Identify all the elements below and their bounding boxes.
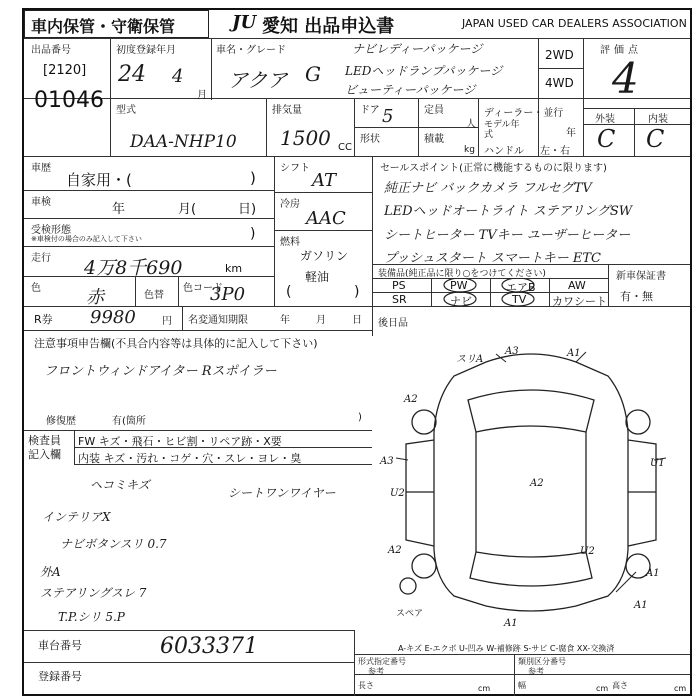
model-year-label: モデル年式 xyxy=(484,120,520,140)
car-name-label: 車名・グレード xyxy=(216,45,286,56)
footer-mid xyxy=(354,674,690,675)
inspector-row2: 内装 キズ・汚れ・コゲ・穴・スレ・ヨレ・臭 xyxy=(78,452,302,465)
warranty-options: 有・無 xyxy=(620,290,653,303)
type-spec-ref: 参考 xyxy=(368,667,384,676)
color-label: 色 xyxy=(31,283,41,294)
handle-label: ハンドル xyxy=(484,146,524,157)
shape-label: 形状 xyxy=(360,134,380,145)
diag-label-3: A1 xyxy=(567,348,581,359)
inspector-note-3: インテリアX xyxy=(42,510,111,524)
notes-label: 注意事項申告欄(不具合内容等は具体的に記入して下さい) xyxy=(34,337,318,350)
type-spec-label: 形式指定番号 xyxy=(358,657,406,666)
inspector-note-1: ヘコミキズ xyxy=(90,478,150,492)
shift-value: AT xyxy=(312,170,337,191)
recycle-label: R券 xyxy=(34,313,53,326)
lot-number: 01046 xyxy=(34,88,104,113)
inspector-row1: FW キズ・飛石・ヒビ割・リペア跡・X要 xyxy=(78,435,282,448)
door-value: 5 xyxy=(382,106,394,127)
v9 xyxy=(274,156,275,306)
displacement-unit: CC xyxy=(338,142,352,153)
height-unit: cm xyxy=(674,684,687,693)
category-ref: 参考 xyxy=(528,667,544,676)
category-label: 類別区分番号 xyxy=(518,657,566,666)
row2-mid xyxy=(354,127,478,128)
wheel-rl xyxy=(412,554,436,578)
diag-label-2: A3 xyxy=(505,346,519,357)
circle-navi xyxy=(444,292,476,306)
org-title: 愛知 出品申込書 xyxy=(262,16,395,37)
auction-code: [2120] xyxy=(43,63,87,78)
info-2 xyxy=(24,218,274,219)
diag-label-8: U2 xyxy=(390,488,405,499)
warranty-label: 新車保証書 xyxy=(616,271,666,282)
diag-label-4: A2 xyxy=(404,394,418,405)
inspector-note-4: ナビボタンスリ 0.7 xyxy=(60,537,167,551)
inspection-label: 車検 xyxy=(31,197,51,208)
row1-bottom xyxy=(24,98,690,99)
v5 xyxy=(266,98,267,156)
displacement-value: 1500 xyxy=(280,126,331,150)
displacement-label: 排気量 xyxy=(272,105,302,116)
footer-div xyxy=(514,654,515,696)
equip-ps: PS xyxy=(392,279,406,292)
wheel-fl xyxy=(412,410,436,434)
ju-logo: JU xyxy=(232,12,257,33)
exterior-label: 外装 xyxy=(595,114,615,125)
diag-label-5: U1 xyxy=(650,458,665,469)
length-unit: cm xyxy=(478,684,491,693)
score-label: 評価点 xyxy=(600,45,642,56)
mileage-value: 4万8千690 xyxy=(84,257,183,279)
mileage-label: 走行 xyxy=(31,253,51,264)
storage-title: 車内保管・守衛保管 xyxy=(31,17,176,36)
chassis-div xyxy=(354,630,355,696)
diag-label-10: U2 xyxy=(580,546,595,557)
package-line-1: ナビレディーパッケージ xyxy=(352,42,483,56)
diag-label-11: A1 xyxy=(646,568,660,579)
diag-label-1: スリA xyxy=(456,354,484,365)
equip-top xyxy=(372,264,690,265)
registration-year: 24 xyxy=(118,62,146,87)
info-1 xyxy=(24,190,274,191)
model-label: 型式 xyxy=(116,105,136,116)
fuel-label: 燃料 xyxy=(280,237,300,248)
circle-tv xyxy=(502,292,534,306)
damage-legend: A-キズ E-エクボ U-凹み W-補修跡 S-サビ C-腐食 XX-交換済 xyxy=(398,644,615,653)
post-repair-label: 後日品 xyxy=(378,318,408,329)
inspection-day: 日) xyxy=(238,202,257,217)
registration-label: 初度登録年月 xyxy=(116,45,176,56)
sales-point-4: プッシュスタート スマートキー ETC xyxy=(384,251,601,266)
footer-top xyxy=(354,654,690,655)
row2-bottom xyxy=(24,156,690,157)
diag-label-7: A2 xyxy=(530,478,544,489)
dealer-label: ディーラー・並行 xyxy=(484,108,564,119)
org-english: JAPAN USED CAR DEALERS ASSOCIATION xyxy=(462,17,687,30)
repair-value: 有(箇所 xyxy=(112,416,146,427)
equip-navi: ナビ xyxy=(450,295,472,308)
score-value: 4 xyxy=(612,54,639,103)
chassis-top xyxy=(24,630,354,631)
rkn-bottom xyxy=(24,330,372,331)
diag-label-13: A1 xyxy=(504,618,518,629)
interior-grade: C xyxy=(646,125,665,153)
drive-2wd: 2WD xyxy=(545,48,574,62)
package-line-3: ビューティーパッケージ xyxy=(345,83,476,97)
repair-label: 修復歴 xyxy=(46,416,76,427)
info-3 xyxy=(24,246,274,247)
usage-value: 自家用・( xyxy=(66,171,132,189)
inspector-note-2: シートワンワイヤー xyxy=(228,486,336,500)
package-line-2: LEDヘッドランプパッケージ xyxy=(345,64,503,78)
color-code-label: 色コード xyxy=(183,283,223,294)
acceptance-note: ※車検付の場合のみ記入して下さい xyxy=(31,235,142,243)
sales-point-1: 純正ナビ バックカメラ フルセグTV xyxy=(384,181,592,196)
inspection-year: 年 xyxy=(112,202,126,217)
circle-pw xyxy=(444,278,476,292)
fuel-paren-close: ) xyxy=(354,284,360,300)
length-label: 長さ xyxy=(358,681,374,690)
interior-label: 内装 xyxy=(648,114,668,125)
v2 xyxy=(211,38,212,100)
color-code: 3P0 xyxy=(210,284,246,305)
shift-1 xyxy=(274,192,372,193)
acceptance-label: 受検形態 xyxy=(31,225,71,236)
inspector-note-7: T.P.シリ 5.P xyxy=(58,610,125,624)
wheel-fr xyxy=(626,410,650,434)
shift-2 xyxy=(274,230,372,231)
model-value: DAA-NHP10 xyxy=(130,132,237,152)
windshield-rear xyxy=(470,552,592,586)
car-outline xyxy=(400,354,656,611)
name-change-year: 年 xyxy=(280,315,290,326)
reg-number-label: 登録番号 xyxy=(38,670,82,683)
color-value: 赤 xyxy=(86,287,104,308)
height-label: 高さ xyxy=(612,681,628,690)
row1-top xyxy=(24,38,690,39)
lot-label: 出品番号 xyxy=(31,45,71,56)
post-repair-div xyxy=(372,306,373,336)
equip-aw: AW xyxy=(568,279,586,292)
inspector-label: 検査員記入欄 xyxy=(28,434,61,461)
chassis-value: 6033371 xyxy=(160,634,258,659)
windshield-front xyxy=(468,390,594,432)
name-change-month: 月 xyxy=(316,315,326,326)
name-change-label: 名変通知期限 xyxy=(188,315,248,326)
chassis-mid xyxy=(24,662,354,663)
damage-markers xyxy=(396,352,666,592)
fuel-option-gas: ガソリン xyxy=(300,249,349,263)
v1 xyxy=(110,38,111,156)
notes-bottom xyxy=(24,430,372,431)
sales-point-2: LEDヘッドオートライト ステアリングSW xyxy=(384,204,633,219)
v3 xyxy=(538,38,539,156)
mileage-unit: km xyxy=(225,262,243,275)
recycle-unit: 円 xyxy=(162,316,172,327)
handle-options: 左・右 xyxy=(540,146,570,157)
recycle-value: 9980 xyxy=(90,307,136,328)
diag-label-6: A3 xyxy=(380,456,394,467)
exterior-grade: C xyxy=(597,125,616,153)
equip-sr: SR xyxy=(392,293,407,306)
inspector-note-5: 外A xyxy=(40,565,61,579)
rkn-div xyxy=(182,306,183,330)
name-change-day: 日 xyxy=(352,315,362,326)
usage-close: ) xyxy=(250,169,256,187)
fuel-paren-open: ( xyxy=(286,284,292,300)
inspection-month: 月( xyxy=(178,202,197,217)
equip-tv: TV xyxy=(512,293,527,306)
spare-label: スペア xyxy=(396,609,424,619)
spare-wheel xyxy=(400,578,416,594)
equip-pw: PW xyxy=(450,279,468,292)
sales-points-title: セールスポイント(正常に機能するものに限ります) xyxy=(380,163,607,174)
shift-label: シフト xyxy=(280,163,310,174)
registration-month-unit: 月 xyxy=(197,90,207,101)
drive-mid xyxy=(538,68,583,69)
capacity-unit: 人 xyxy=(466,119,476,130)
score-div xyxy=(583,108,690,109)
equipment-circles xyxy=(372,278,612,308)
score-mid xyxy=(634,108,635,156)
chassis-label: 車台番号 xyxy=(38,639,82,652)
v8 xyxy=(478,98,479,156)
side-right xyxy=(628,440,656,546)
load-unit: kg xyxy=(464,145,475,155)
sales-point-3: シートヒーター TVキー ユーザーヒーター xyxy=(384,228,631,243)
usage-label: 車歴 xyxy=(31,163,51,174)
equip-leather: カワシート xyxy=(552,295,607,308)
fuel-option-diesel: 軽油 xyxy=(305,270,330,284)
equip-airbag: エアB xyxy=(506,281,536,294)
aircon-value: AAC xyxy=(306,208,346,229)
tone-label: 色替 xyxy=(144,290,164,301)
diag-label-12: A1 xyxy=(634,600,648,611)
notes-handwritten: フロントウィンドアイター Rスポイラー xyxy=(44,364,277,379)
registration-month: 4 xyxy=(172,66,184,87)
inspector-note-6: ステアリングスレ 7 xyxy=(40,586,147,600)
diag-label-9: A2 xyxy=(388,545,402,556)
side-left xyxy=(406,440,434,546)
drive-4wd: 4WD xyxy=(545,76,574,90)
repair-close: ) xyxy=(358,412,362,423)
load-label: 積載 xyxy=(424,134,444,145)
capacity-label: 定員 xyxy=(424,105,444,116)
circle-airbag xyxy=(502,278,534,292)
door-label: ドア xyxy=(360,105,380,116)
equipment-title: 装備品(純正品に限り○をつけてください) xyxy=(378,269,546,279)
model-year-unit: 年 xyxy=(566,128,576,139)
width-label: 幅 xyxy=(518,681,526,690)
insp-v xyxy=(74,430,75,464)
aircon-label: 冷房 xyxy=(280,199,300,210)
color-div2 xyxy=(178,276,179,306)
car-name: アクア xyxy=(228,68,288,92)
acceptance-close: ) xyxy=(250,226,256,242)
width-unit: cm xyxy=(596,684,609,693)
v4 xyxy=(583,38,584,156)
color-div1 xyxy=(135,276,136,306)
car-grade: G xyxy=(305,62,321,86)
